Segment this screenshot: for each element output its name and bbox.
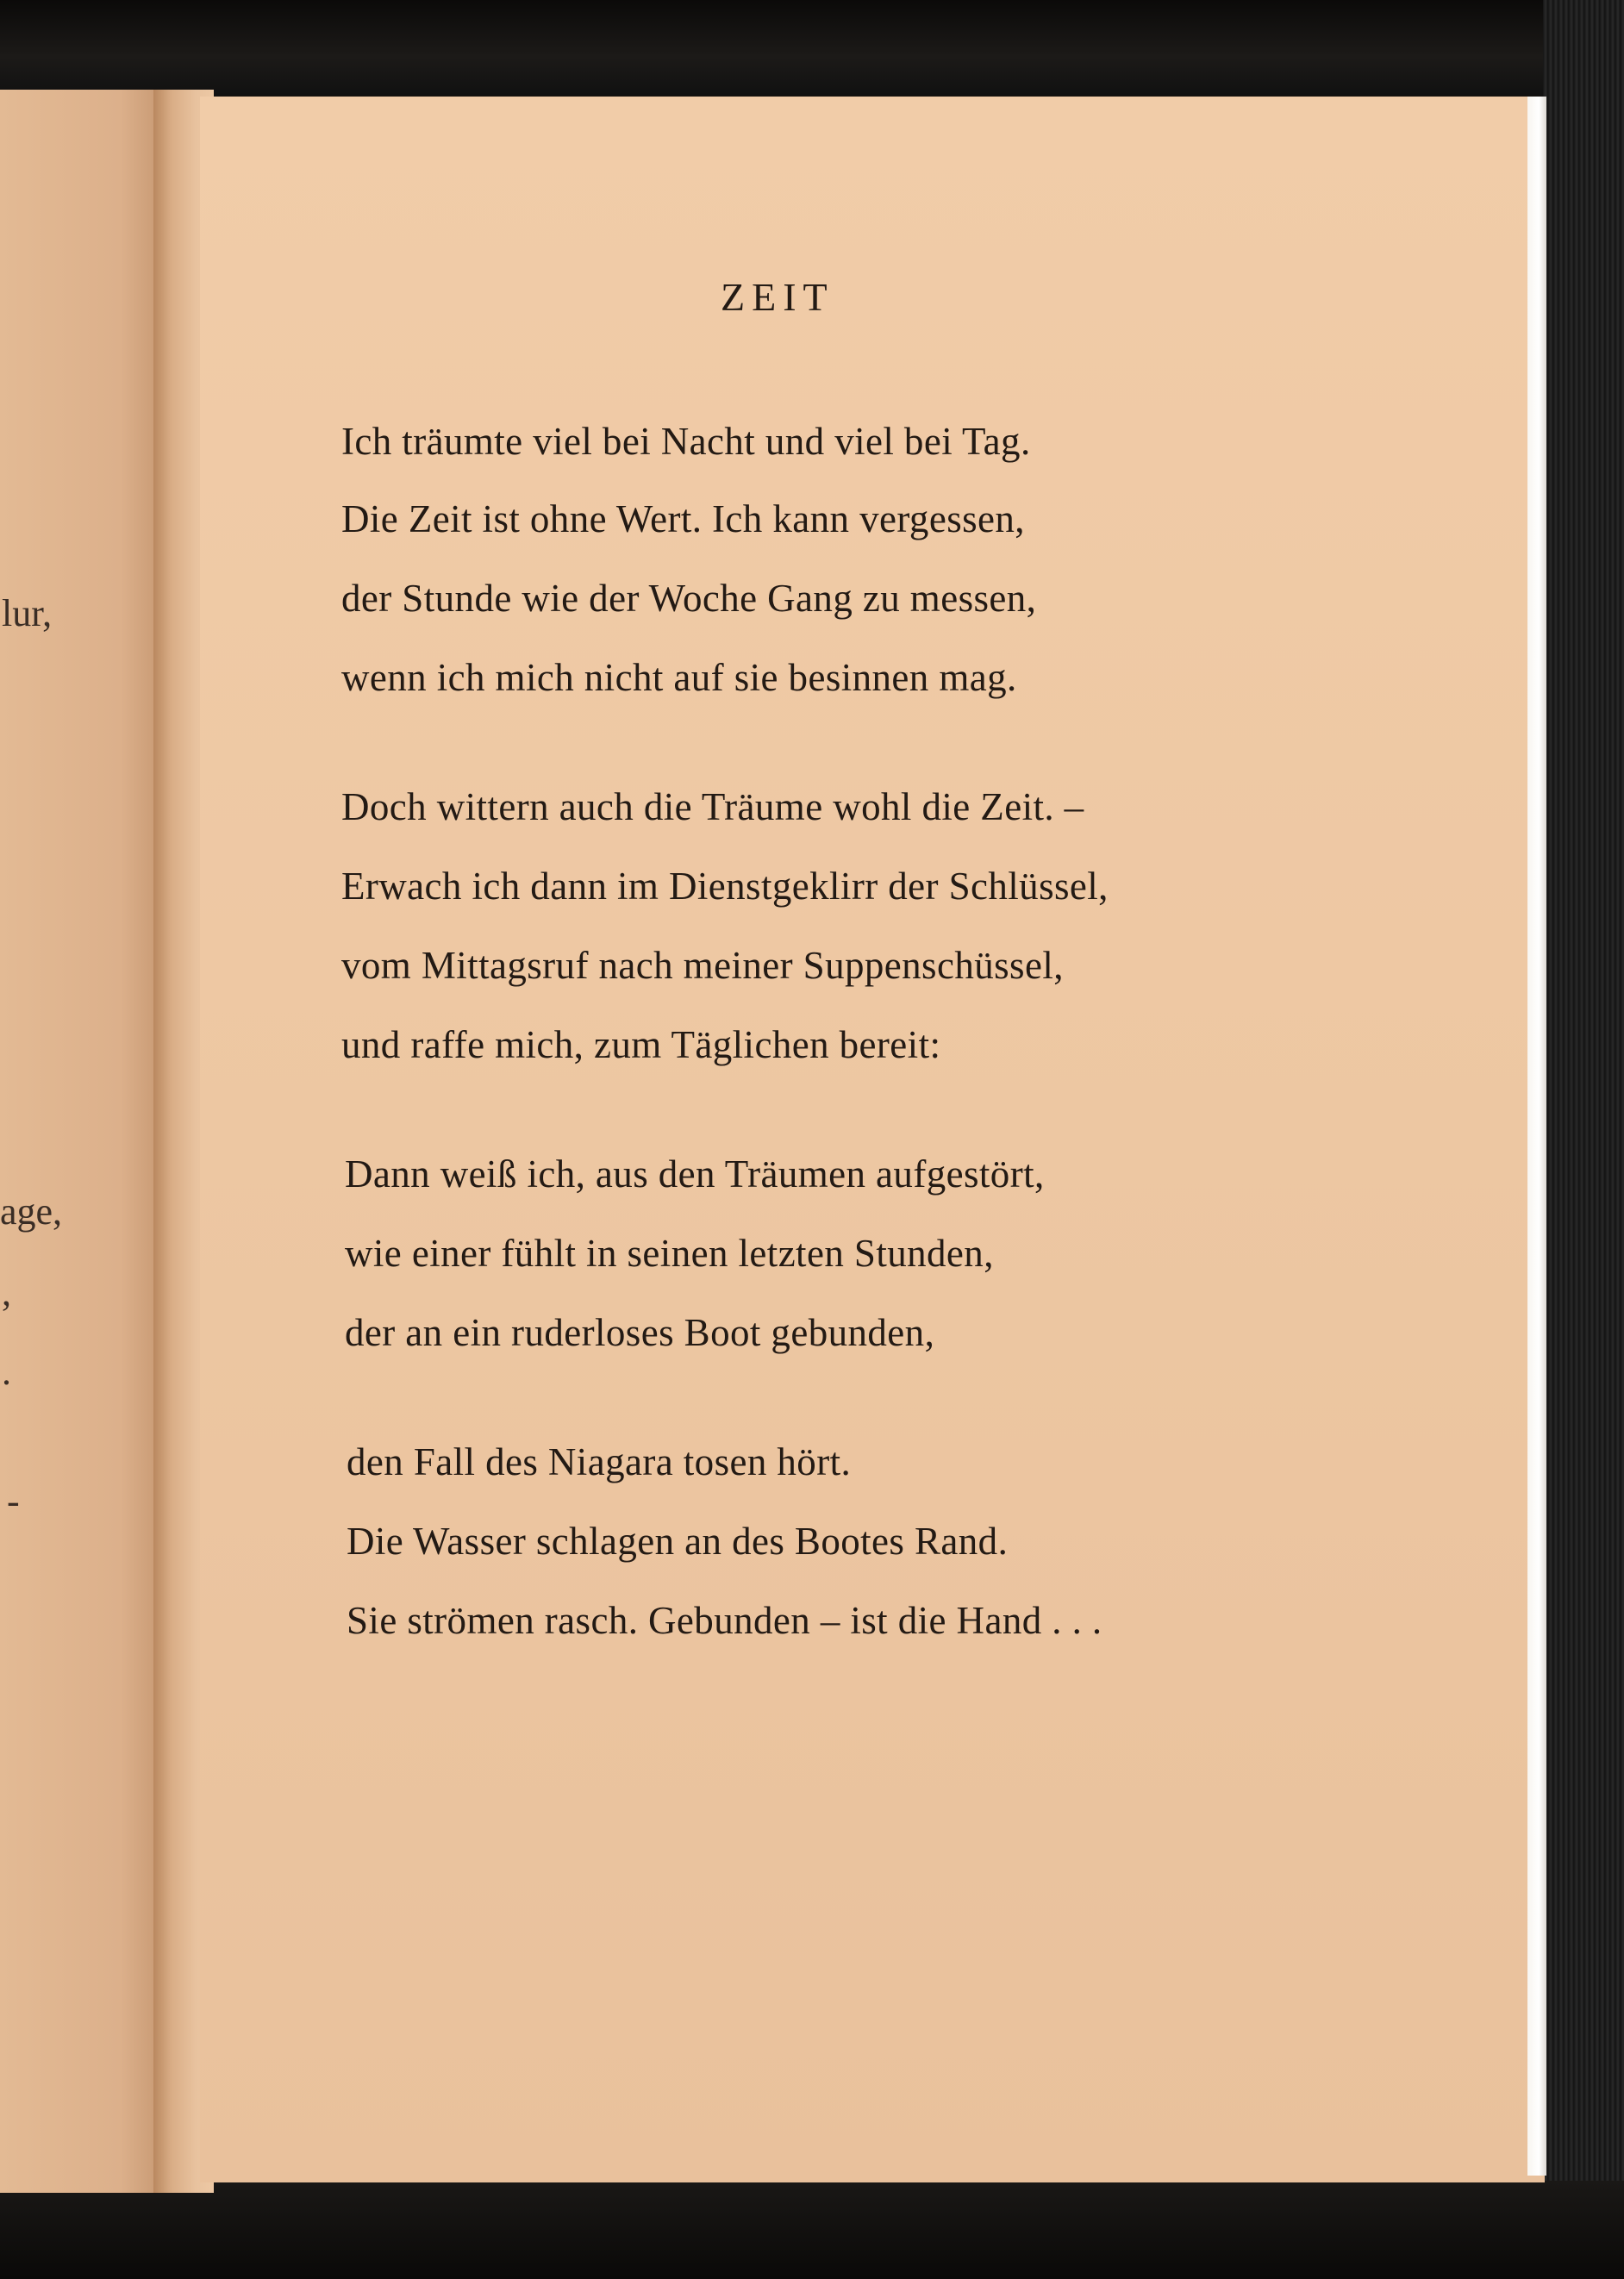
left-page xyxy=(0,90,160,2193)
poem-line: den Fall des Niagara tosen hört. xyxy=(347,1440,852,1483)
poem-line: der an ein ruderloses Boot gebunden, xyxy=(345,1311,935,1354)
left-page-fragment: - xyxy=(7,1480,20,1522)
book-binding-bottom xyxy=(0,2181,1624,2279)
poem-line: und raffe mich, zum Täglichen bereit: xyxy=(341,1023,941,1066)
poem-line: wenn ich mich nicht auf sie besinnen mag. xyxy=(341,656,1017,699)
poem-line: Ich träumte viel bei Nacht und viel bei Tag. xyxy=(341,420,1031,463)
page-edge xyxy=(1527,97,1546,2176)
left-page-fragment: . xyxy=(2,1351,11,1393)
poem-line: Sie strömen rasch. Gebunden – ist die Hand . . . xyxy=(347,1599,1102,1642)
poem-line: Doch wittern auch die Träume wohl die Zeit. – xyxy=(341,785,1084,828)
book-binding-top xyxy=(0,0,1624,95)
book-binding-right xyxy=(1543,0,1624,2279)
left-page-fragment: lur, xyxy=(2,592,53,634)
poem-title: ZEIT xyxy=(721,275,834,319)
poem-line: wie einer fühlt in seinen letzten Stunden, xyxy=(345,1232,994,1275)
poem-line: Dann weiß ich, aus den Träumen aufgestört, xyxy=(345,1152,1045,1196)
poem-line: Erwach ich dann im Dienstgeklirr der Schlüssel, xyxy=(341,865,1109,908)
poem-line: Die Zeit ist ohne Wert. Ich kann vergessen, xyxy=(341,497,1025,540)
poem-line: Die Wasser schlagen an des Bootes Rand. xyxy=(347,1520,1009,1563)
left-page-fragment: , xyxy=(2,1271,11,1314)
poem-line: vom Mittagsruf nach meiner Suppenschüssel, xyxy=(341,944,1064,987)
left-page-fragment: age, xyxy=(0,1190,63,1233)
right-page xyxy=(200,97,1545,2182)
poem-line: der Stunde wie der Woche Gang zu messen, xyxy=(341,577,1037,620)
